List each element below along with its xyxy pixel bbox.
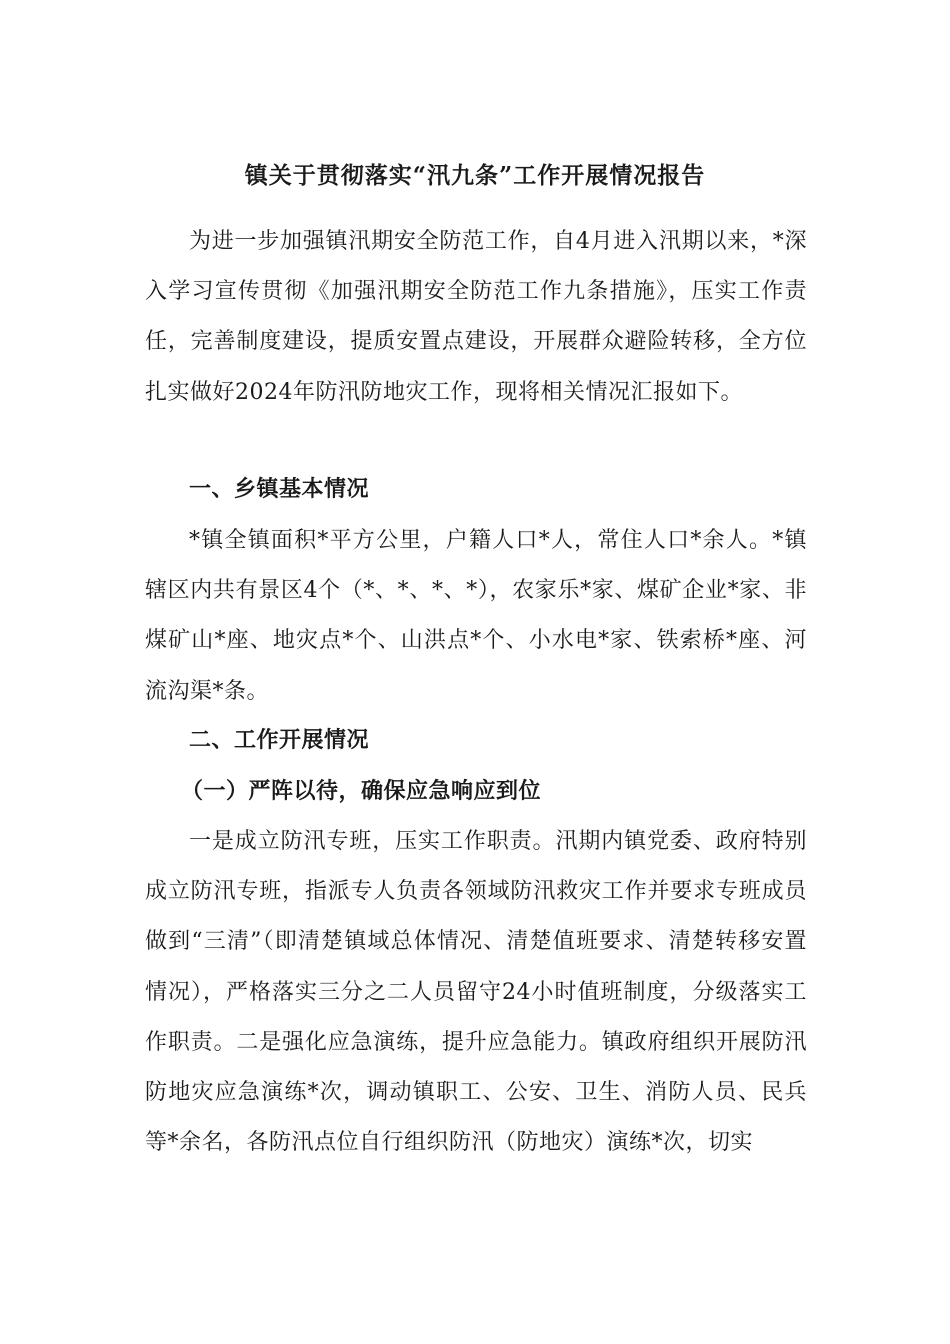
document-title: 镇关于贯彻落实“汛九条”工作开展情况报告 (244, 162, 706, 189)
intro-paragraph: 为进一步加强镇汛期安全防范工作，自4月进入汛期以来，*深入学习宣传贯彻《加强汛期安全防范工作九条措施》，压实工作责任，完善制度建设，提质安置点建设，开展群众避险转移，全方位扎实做好2024年防汛防地灾工作，现将相关情况汇报如下。 (145, 229, 807, 405)
basic-info-paragraph: *镇全镇面积*平方公里，户籍人口*人，常住人口*余人。*镇辖区内共有景区4个（*、*、*、*），农家乐*家、煤矿企业*家、非煤矿山*座、地灾点*个、山洪点*个、小水电*家、铁索桥*座、河流沟渠*条。 (145, 528, 807, 704)
subsection-heading-emergency-response: （一）严阵以待，确保应急响应到位 (181, 778, 542, 804)
emergency-response-paragraph: 一是成立防汛专班，压实工作职责。汛期内镇党委、政府特别成立防汛专班，指派专人负责各领域防汛救灾工作并要求专班成员做到“三清”（即清楚镇域总体情况、清楚值班要求、清楚转移安置情况），严格落实三分之二人员留守24小时值班制度，分级落实工作职责。二是强化应急演练，提升应急能力。镇政府组织开展防汛防地灾应急演练*次，调动镇职工、公安、卫生、消防人员、民兵等*余名，各防汛点位自行组织防汛（防地灾）演练*次，切实 (145, 829, 807, 1156)
section-heading-work-progress: 二、工作开展情况 (189, 727, 370, 753)
section-heading-basic-info: 一、乡镇基本情况 (189, 476, 370, 502)
